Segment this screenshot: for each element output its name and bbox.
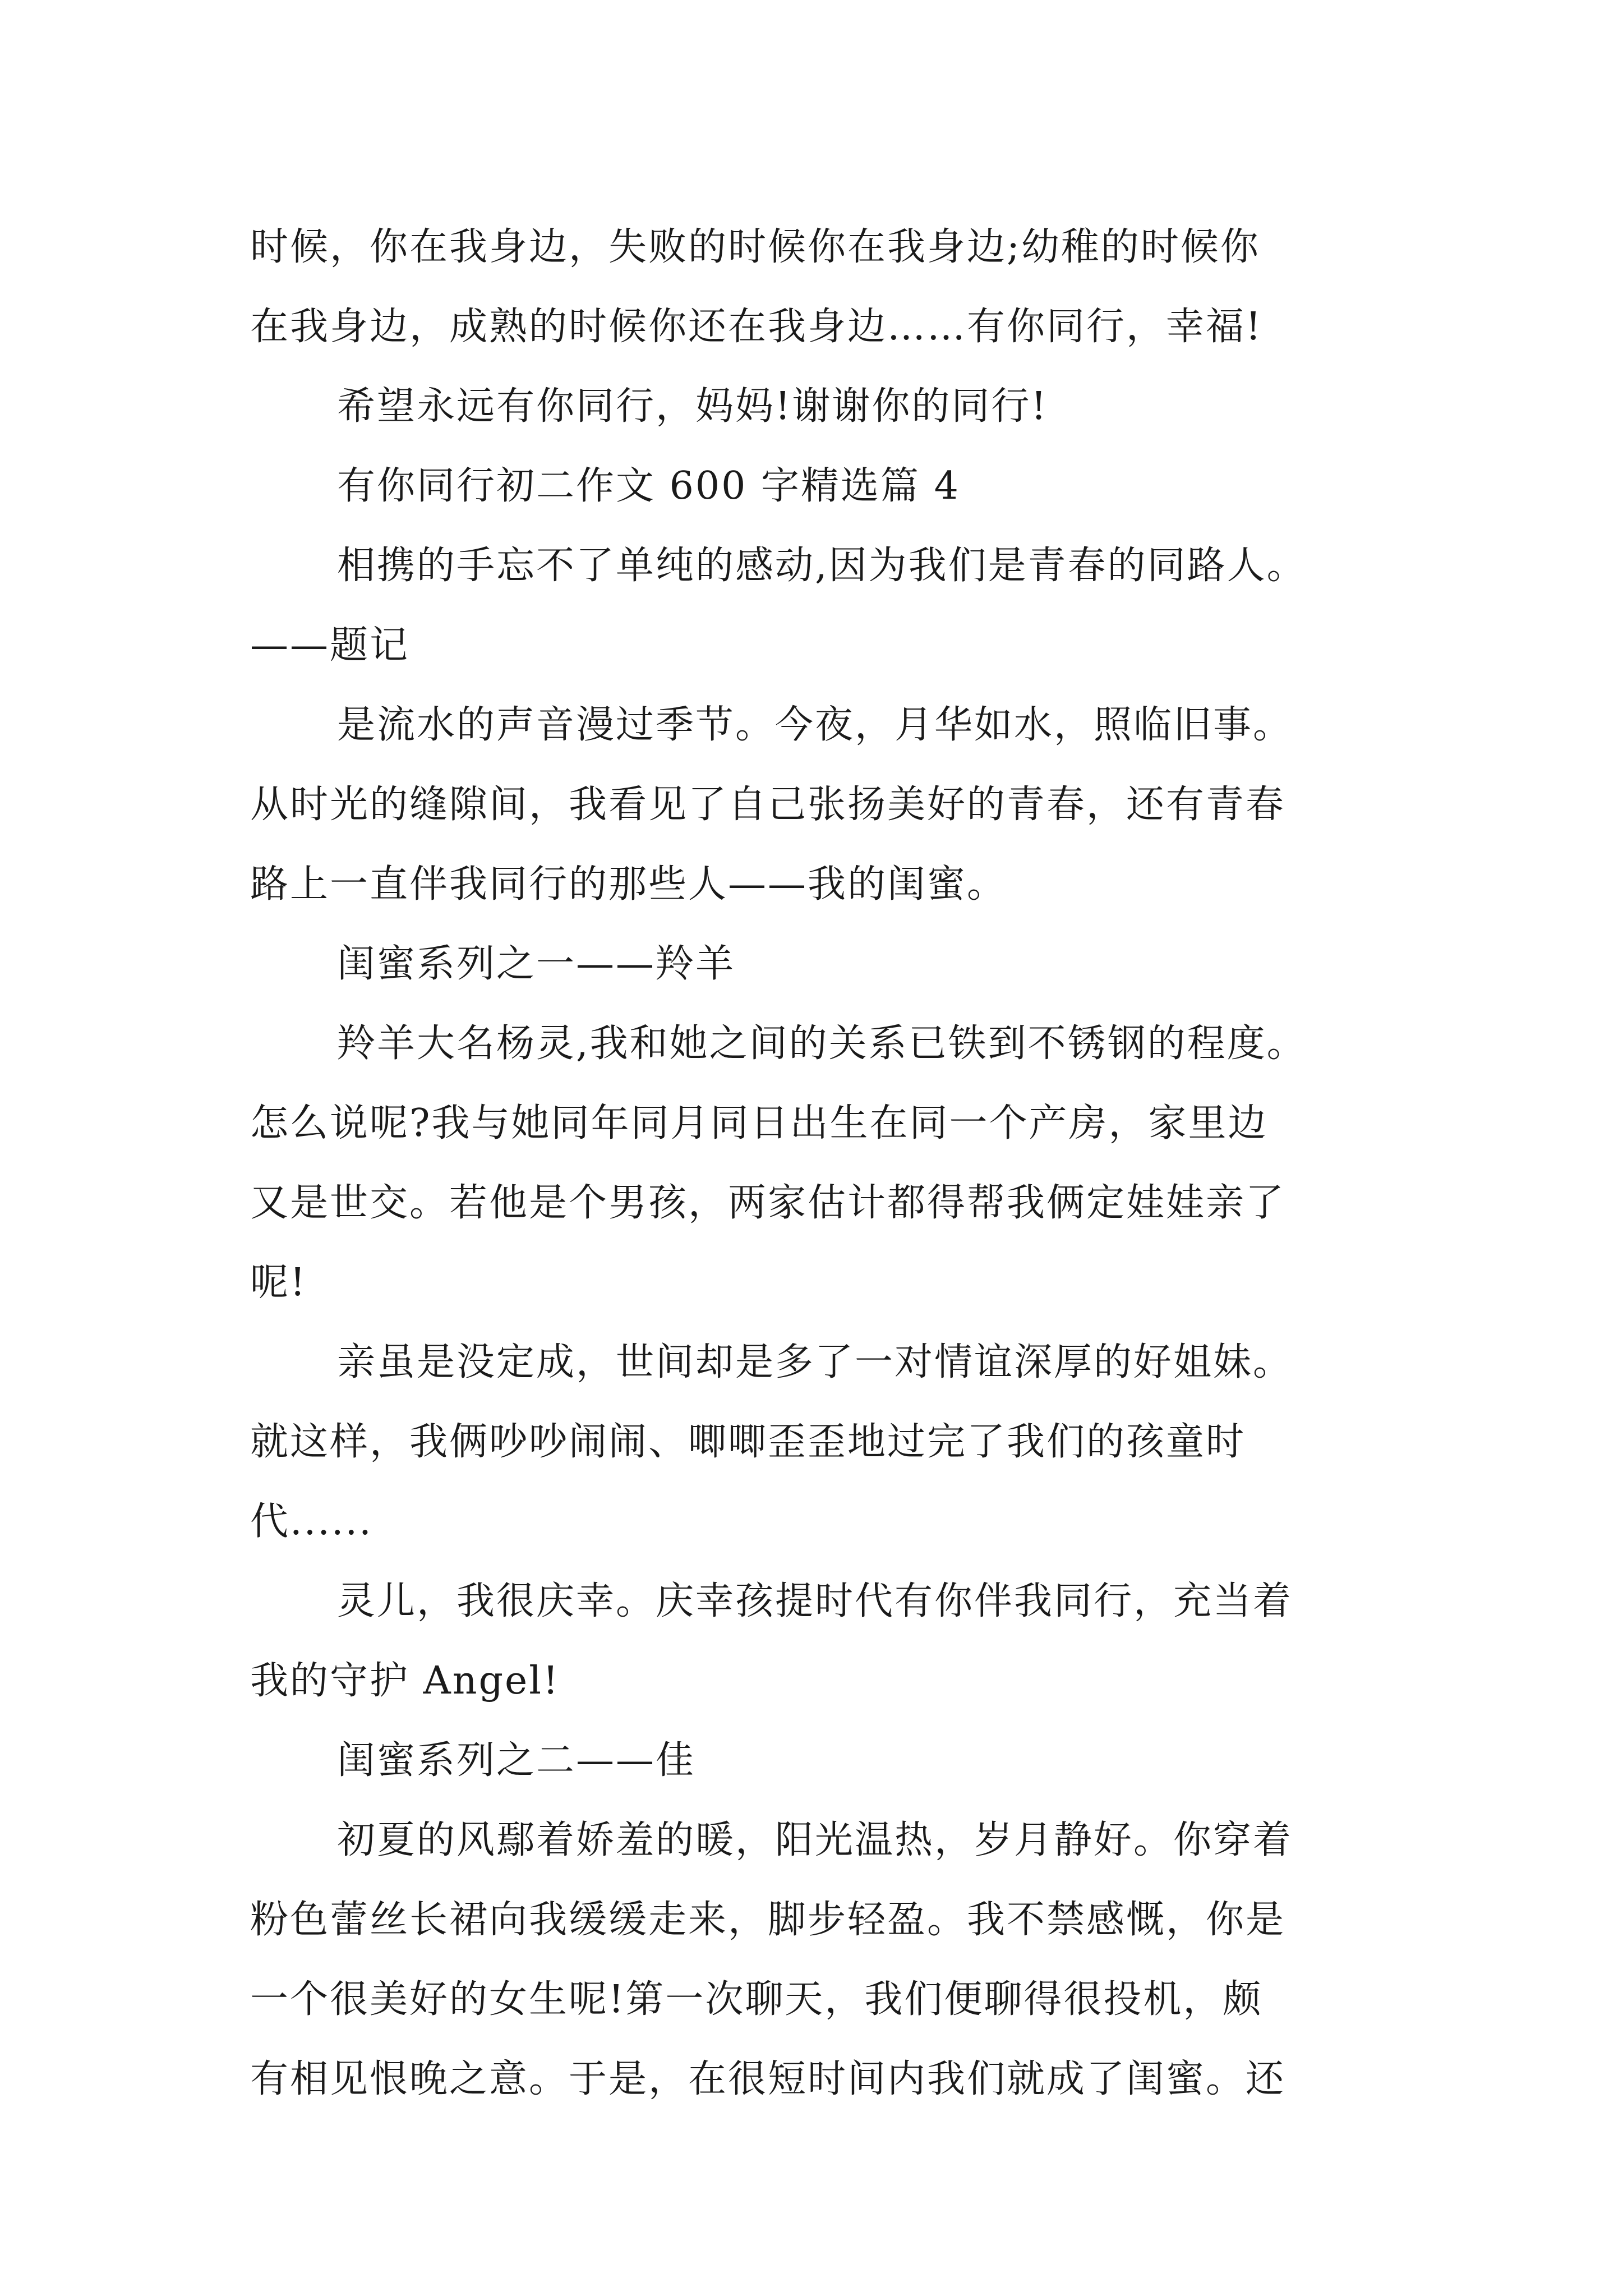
text-line: 在我身边，成熟的时候你还在我身边……有你同行，幸福! bbox=[250, 305, 1263, 349]
text-line: 时候，你在我身边，失败的时候你在我身边;幼稚的时候你 bbox=[250, 225, 1260, 269]
text-line: 一个很美好的女生呢!第一次聊天，我们便聊得很投机，颇 bbox=[250, 1977, 1263, 2022]
document-body bbox=[250, 208, 1394, 2119]
text-line: 希望永远有你同行，妈妈!谢谢你的同行! bbox=[337, 384, 1048, 429]
epigraph-line: 相携的手忘不了单纯的感动,因为我们是青春的同路人。 bbox=[337, 544, 1307, 588]
text-line: 初夏的风鄢着娇羞的暖，阳光温热，岁月静好。你穿着 bbox=[337, 1818, 1293, 1862]
section-heading: 有你同行初二作文 600 字精选篇 4 bbox=[337, 464, 960, 508]
text-line: 亲虽是没定成，世间却是多了一对情谊深厚的好姐妹。 bbox=[337, 1340, 1293, 1384]
text-line: 我的守护 Angel! bbox=[250, 1659, 560, 1703]
text-line: 从时光的缝隙间，我看见了自己张扬美好的青春，还有青春 bbox=[250, 783, 1286, 827]
text-line: 代...... bbox=[250, 1499, 373, 1544]
text-line: 羚羊大名杨灵,我和她之间的关系已铁到不锈钢的程度。 bbox=[337, 1022, 1307, 1066]
text-line: 就这样，我俩吵吵闹闹、唧唧歪歪地过完了我们的孩童时 bbox=[250, 1420, 1246, 1464]
text-line: 又是世交。若他是个男孩，两家估计都得帮我俩定娃娃亲了 bbox=[250, 1181, 1286, 1225]
text-line: 粉色蕾丝长裙向我缓缓走来，脚步轻盈。我不禁感慨，你是 bbox=[250, 1898, 1286, 1942]
subsection-heading: 闺蜜系列之二——佳 bbox=[337, 1738, 696, 1783]
text-line: 怎么说呢?我与她同年同月同日出生在同一个产房，家里边 bbox=[250, 1101, 1268, 1145]
subsection-heading: 闺蜜系列之一——羚羊 bbox=[337, 942, 736, 986]
text-line: 有相见恨晚之意。于是，在很短时间内我们就成了闺蜜。还 bbox=[250, 2057, 1286, 2101]
text-line: 路上一直伴我同行的那些人——我的闺蜜。 bbox=[250, 862, 1007, 907]
text-line: 呢! bbox=[250, 1260, 307, 1305]
epigraph-attribution: ——题记 bbox=[250, 623, 410, 668]
text-line: 是流水的声音漫过季节。今夜，月华如水，照临旧事。 bbox=[337, 703, 1293, 747]
text-line: 灵儿，我很庆幸。庆幸孩提时代有你伴我同行，充当着 bbox=[337, 1579, 1293, 1623]
